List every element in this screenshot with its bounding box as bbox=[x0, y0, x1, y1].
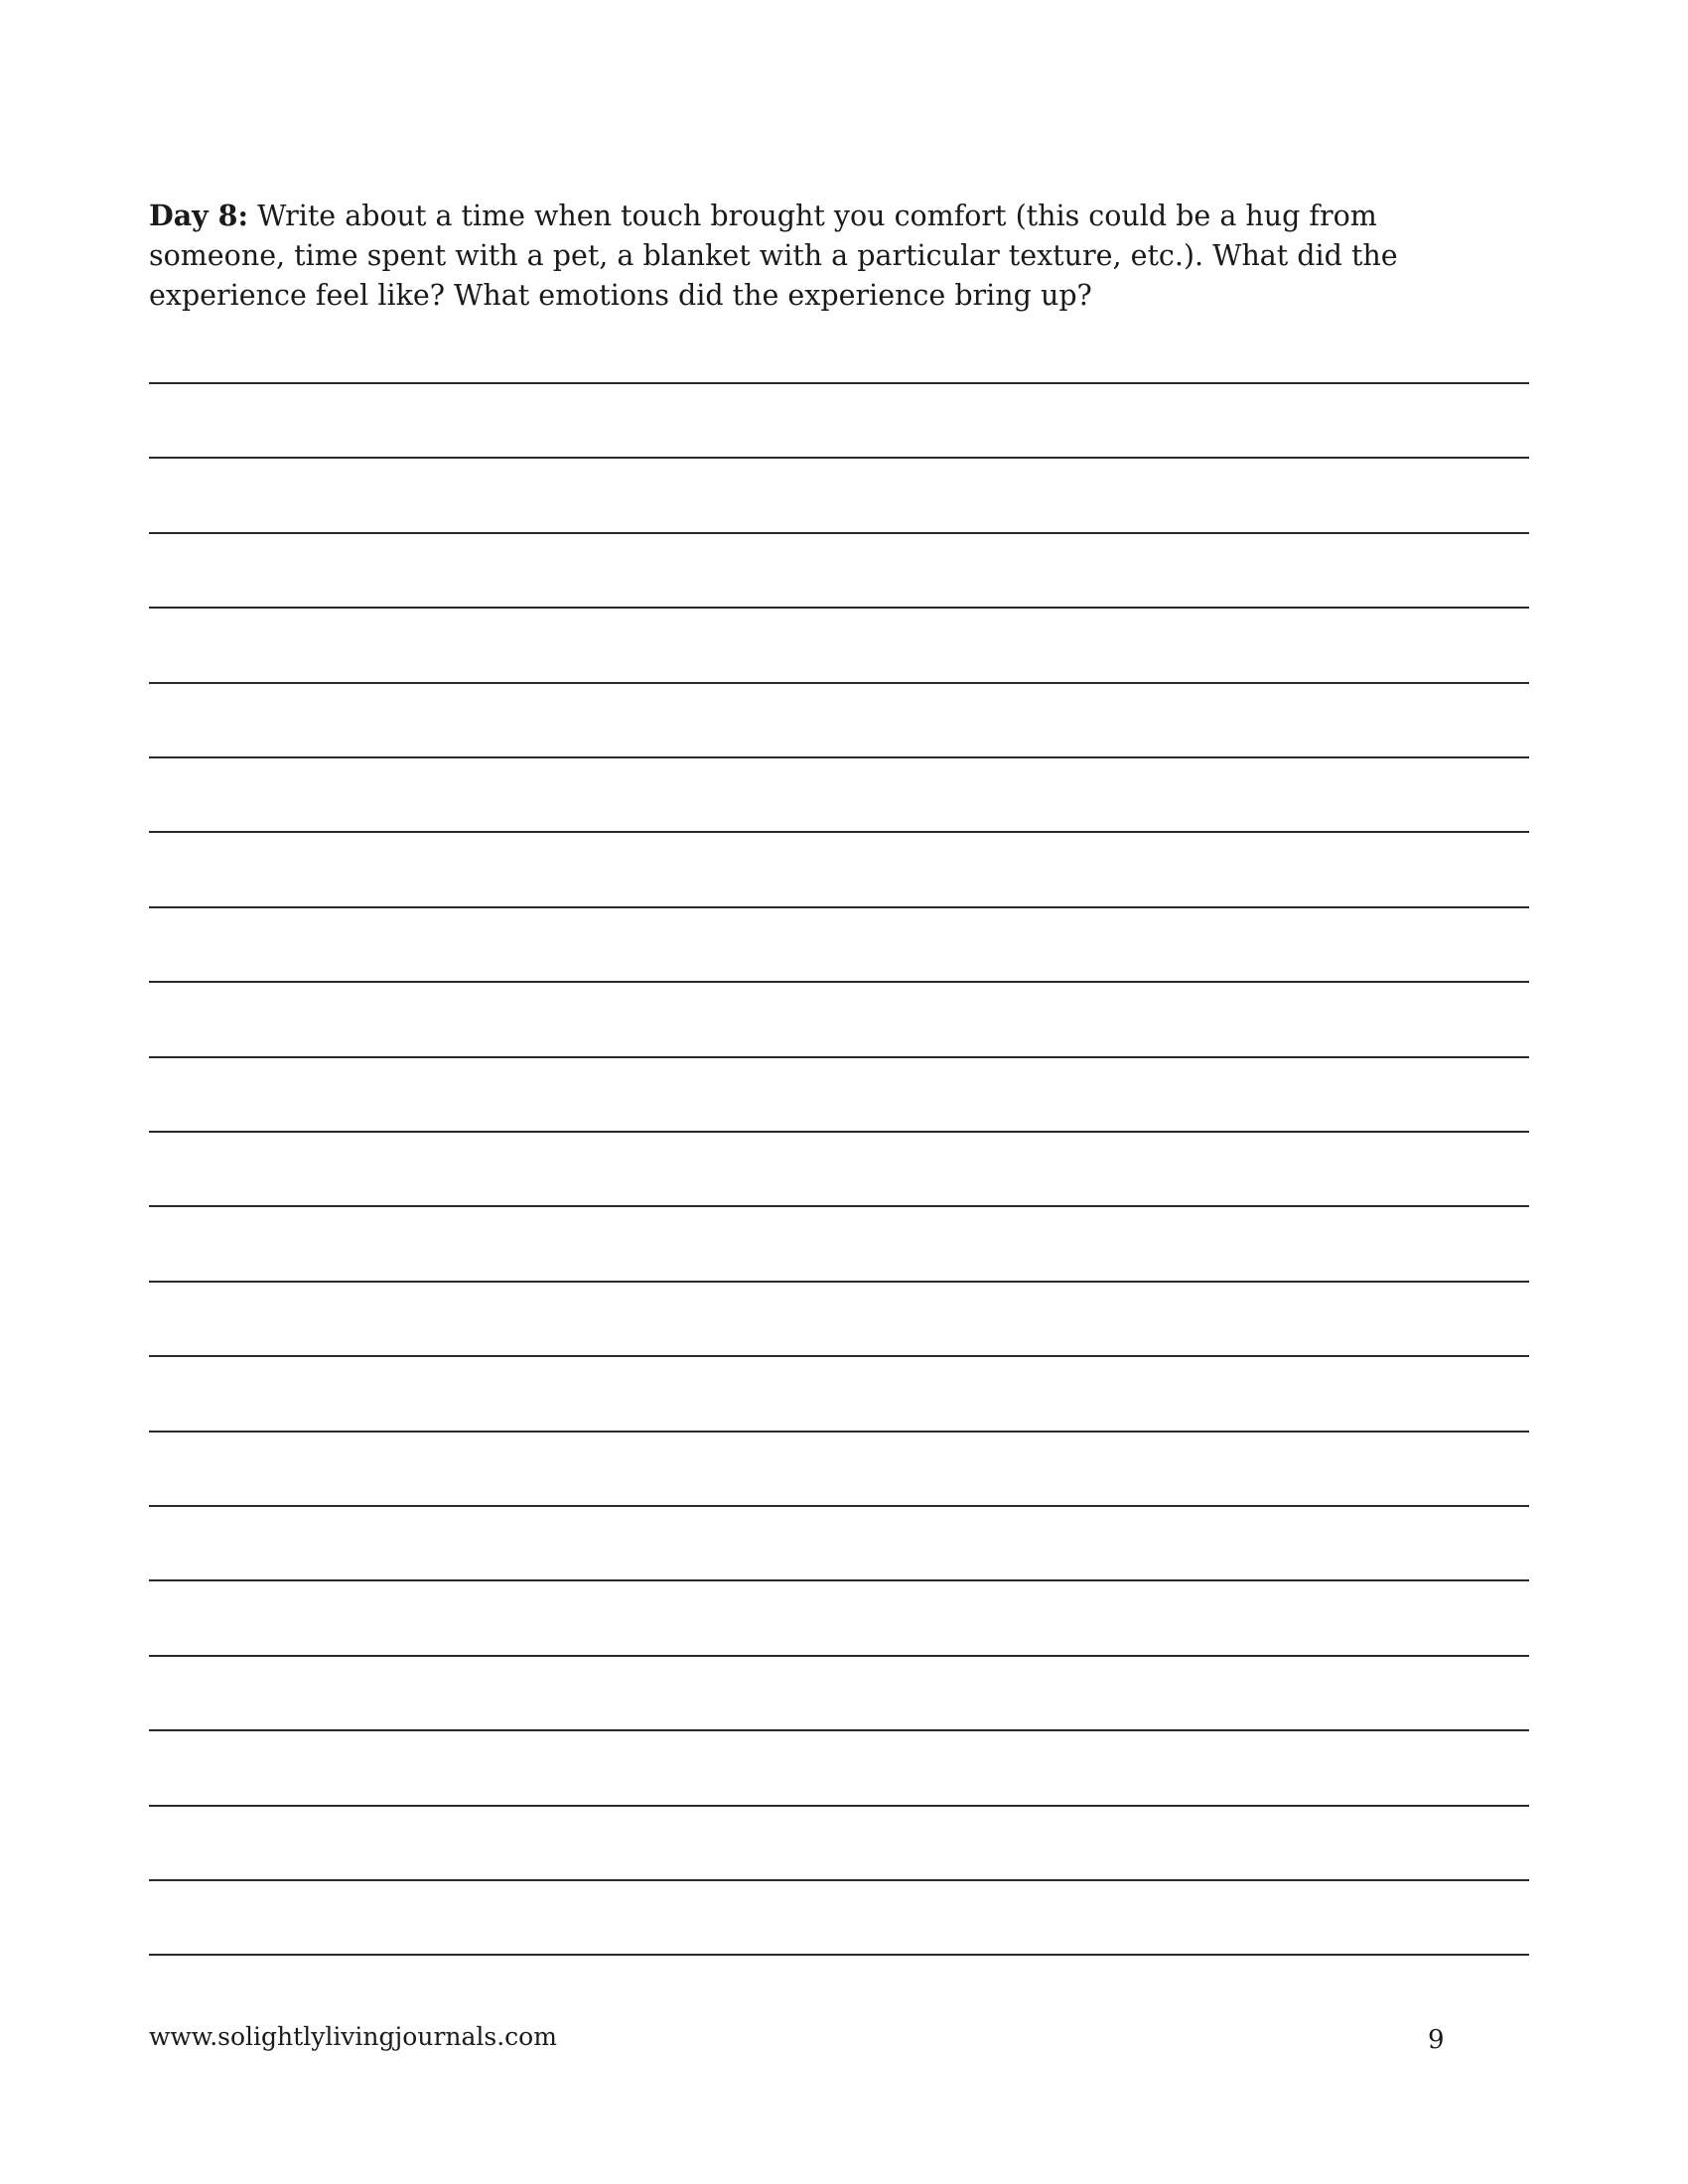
writing-line[interactable] bbox=[149, 1505, 1529, 1507]
writing-line[interactable] bbox=[149, 1131, 1529, 1133]
writing-line[interactable] bbox=[149, 1281, 1529, 1283]
writing-line[interactable] bbox=[149, 457, 1529, 459]
writing-line[interactable] bbox=[149, 1355, 1529, 1357]
writing-line[interactable] bbox=[149, 831, 1529, 833]
writing-line[interactable] bbox=[149, 1879, 1529, 1881]
writing-line[interactable] bbox=[149, 1431, 1529, 1433]
writing-line[interactable] bbox=[149, 382, 1529, 384]
writing-line[interactable] bbox=[149, 1805, 1529, 1807]
writing-line[interactable] bbox=[149, 1729, 1529, 1731]
writing-line[interactable] bbox=[149, 756, 1529, 758]
prompt-text: Write about a time when touch brought you comfort (this could be a hug from someone, time spent with a pet, a blanket with a particular texture, etc.). What did the experience feel like? What emotions did the experience bring up? bbox=[149, 200, 1398, 312]
page-number: 9 bbox=[1428, 2025, 1445, 2055]
writing-line[interactable] bbox=[149, 1655, 1529, 1657]
writing-line[interactable] bbox=[149, 906, 1529, 908]
writing-line[interactable] bbox=[149, 682, 1529, 684]
writing-line[interactable] bbox=[149, 1579, 1529, 1581]
writing-line[interactable] bbox=[149, 1954, 1529, 1956]
footer-website: www.solightlylivingjournals.com bbox=[149, 2022, 557, 2051]
writing-line[interactable] bbox=[149, 532, 1529, 534]
day-label: Day 8: bbox=[149, 199, 249, 232]
writing-lines-area[interactable] bbox=[149, 0, 1529, 2184]
writing-line[interactable] bbox=[149, 1205, 1529, 1207]
writing-line[interactable] bbox=[149, 607, 1529, 609]
writing-line[interactable] bbox=[149, 1056, 1529, 1058]
writing-line[interactable] bbox=[149, 981, 1529, 983]
